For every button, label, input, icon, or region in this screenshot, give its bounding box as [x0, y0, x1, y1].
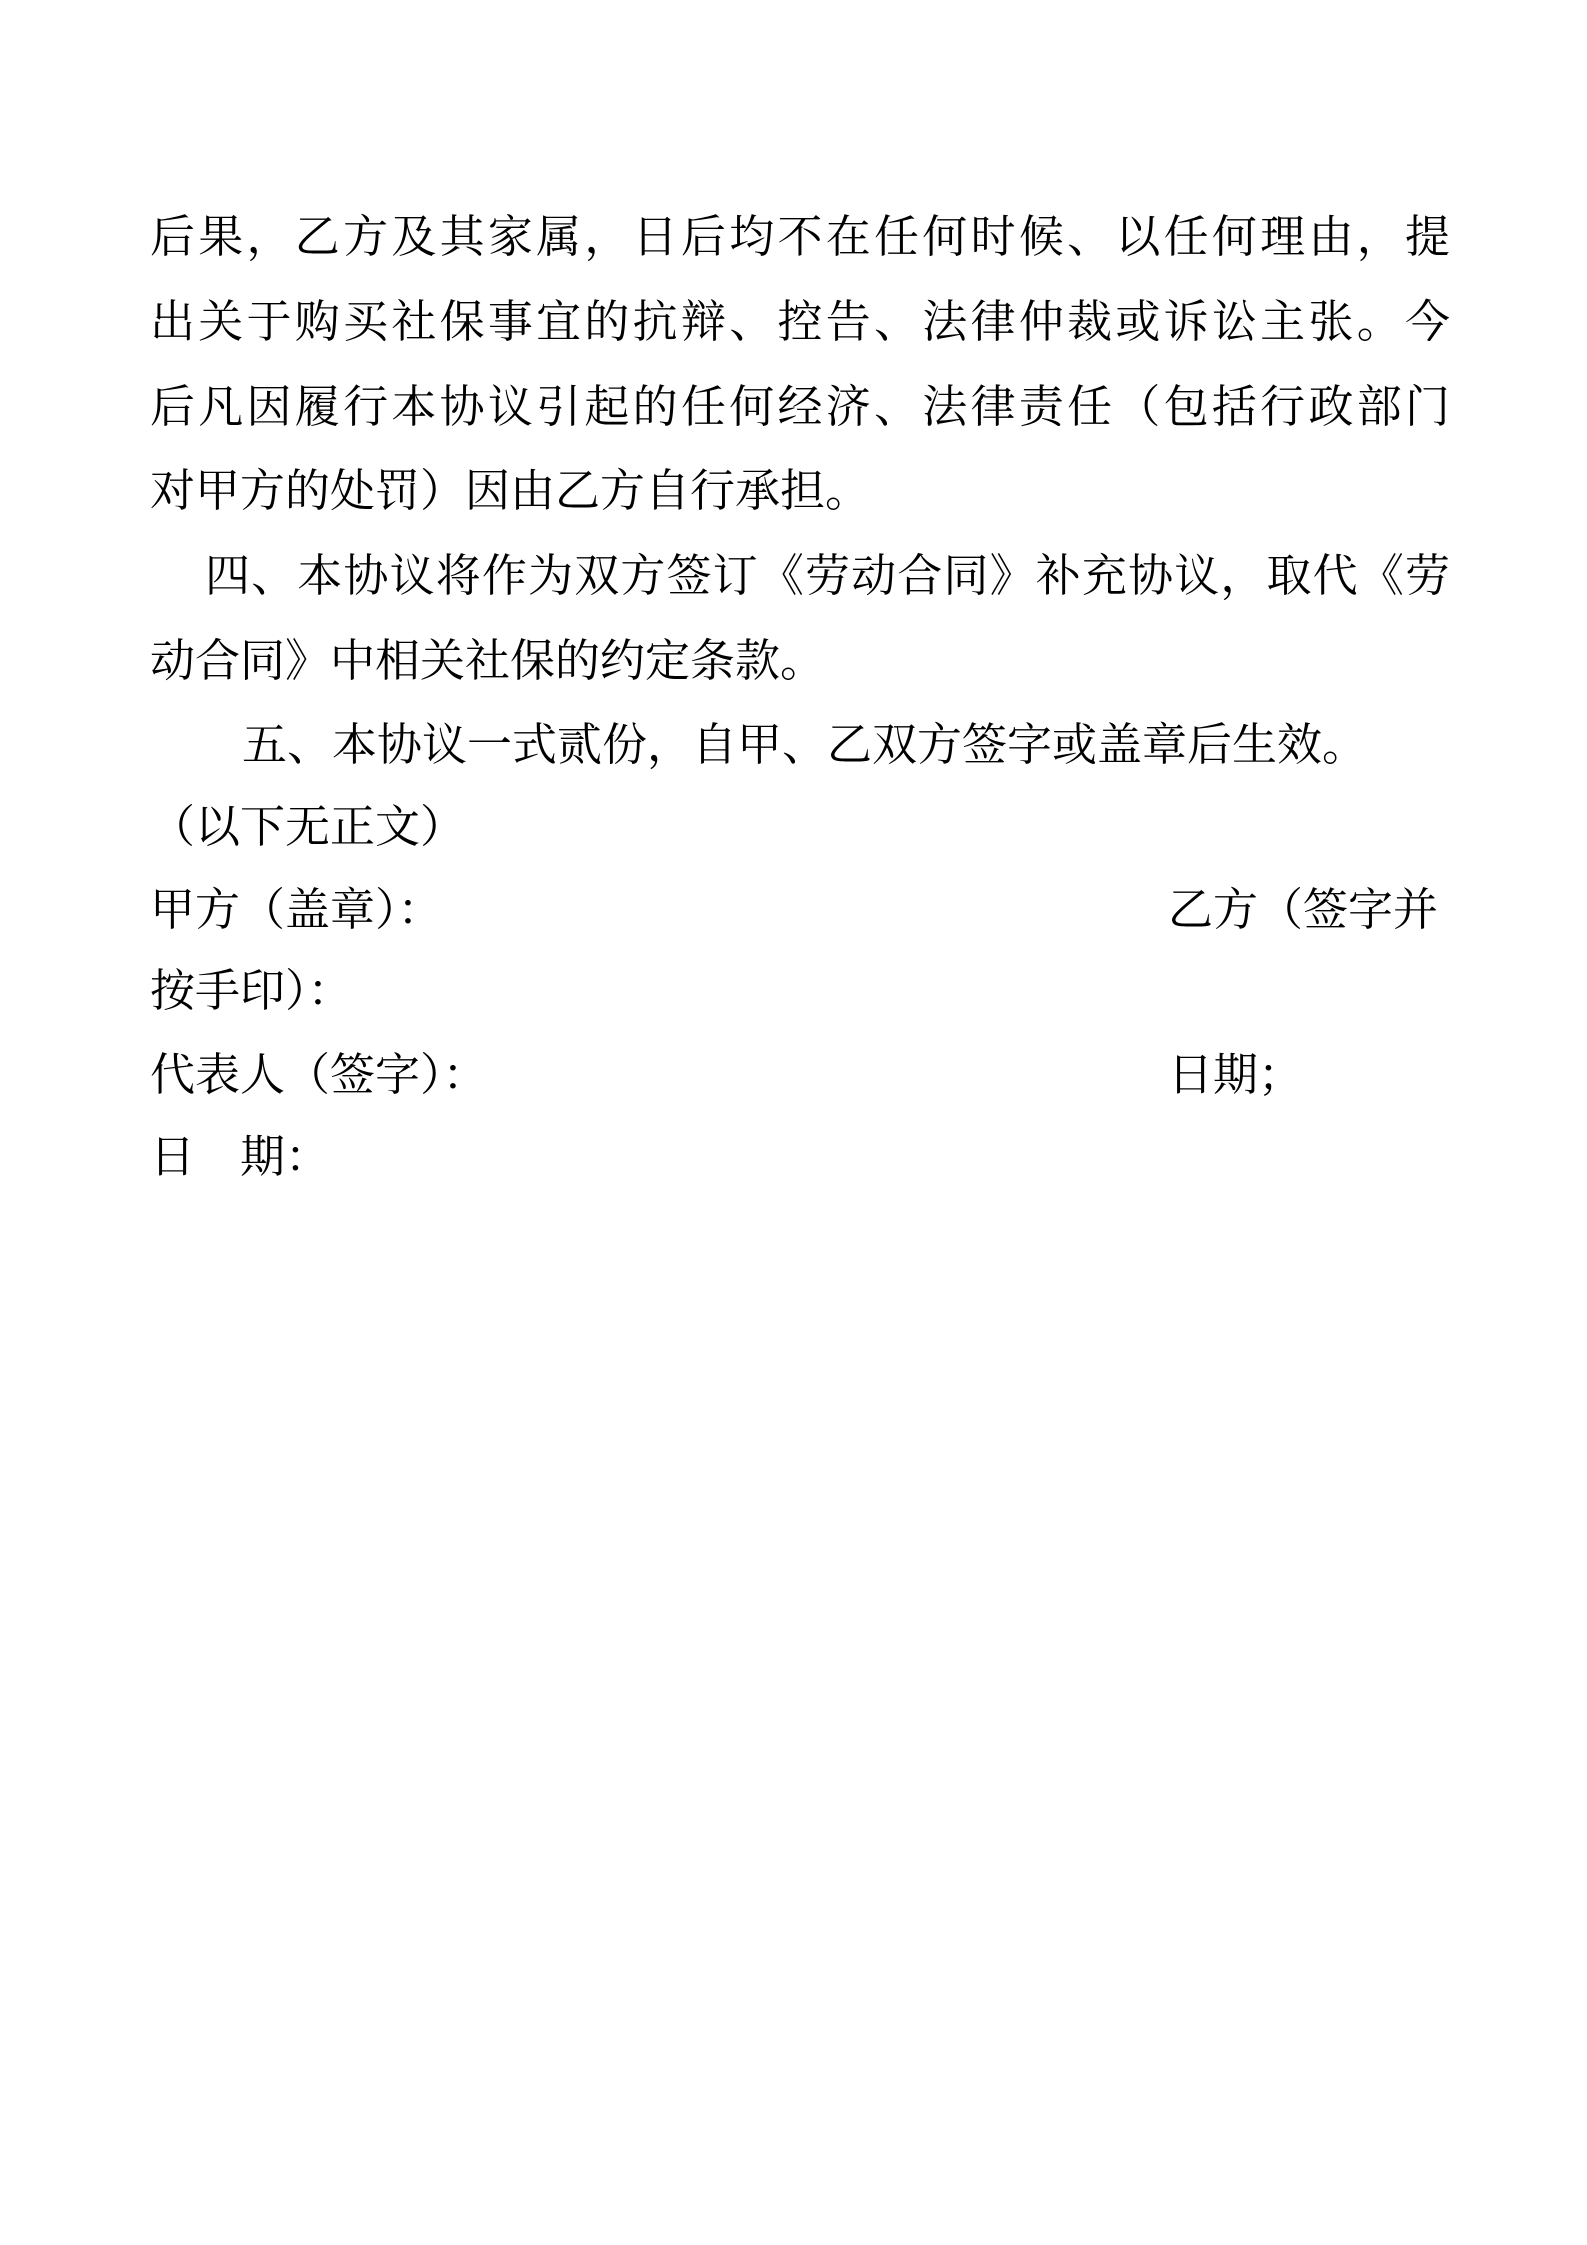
party-b-signature-label-continued: 按手印）： — [150, 964, 353, 1017]
paragraph-3-line-1: 后果，乙方及其家属，日后均不在任何时候、以任何理由，提 — [150, 210, 1450, 263]
party-a-date-label: 日 期： — [150, 1130, 331, 1183]
party-b-date-label: 日期； — [1168, 1048, 1304, 1101]
party-b-signature-label: 乙方（签字并 — [1168, 883, 1439, 936]
representative-signature-label: 代表人（签字）： — [150, 1048, 488, 1101]
no-further-text-note: （以下无正文） — [150, 800, 466, 853]
paragraph-4-line-1: 四、本协议将作为双方签订《劳动合同》补充协议，取代《劳 — [205, 549, 1450, 602]
paragraph-3-line-4: 对甲方的处罚）因由乙方自行承担。 — [150, 464, 871, 517]
paragraph-3-line-2: 出关于购买社保事宜的抗辩、控告、法律仲裁或诉讼主张。今 — [150, 295, 1450, 348]
paragraph-3-line-3: 后凡因履行本协议引起的任何经济、法律责任（包括行政部门 — [150, 380, 1450, 433]
paragraph-5-line-1: 五、本协议一式贰份，自甲、乙双方签字或盖章后生效。 — [242, 718, 1368, 771]
party-a-seal-label: 甲方（盖章）： — [150, 883, 443, 936]
paragraph-4-line-2: 动合同》中相关社保的约定条款。 — [150, 634, 826, 687]
